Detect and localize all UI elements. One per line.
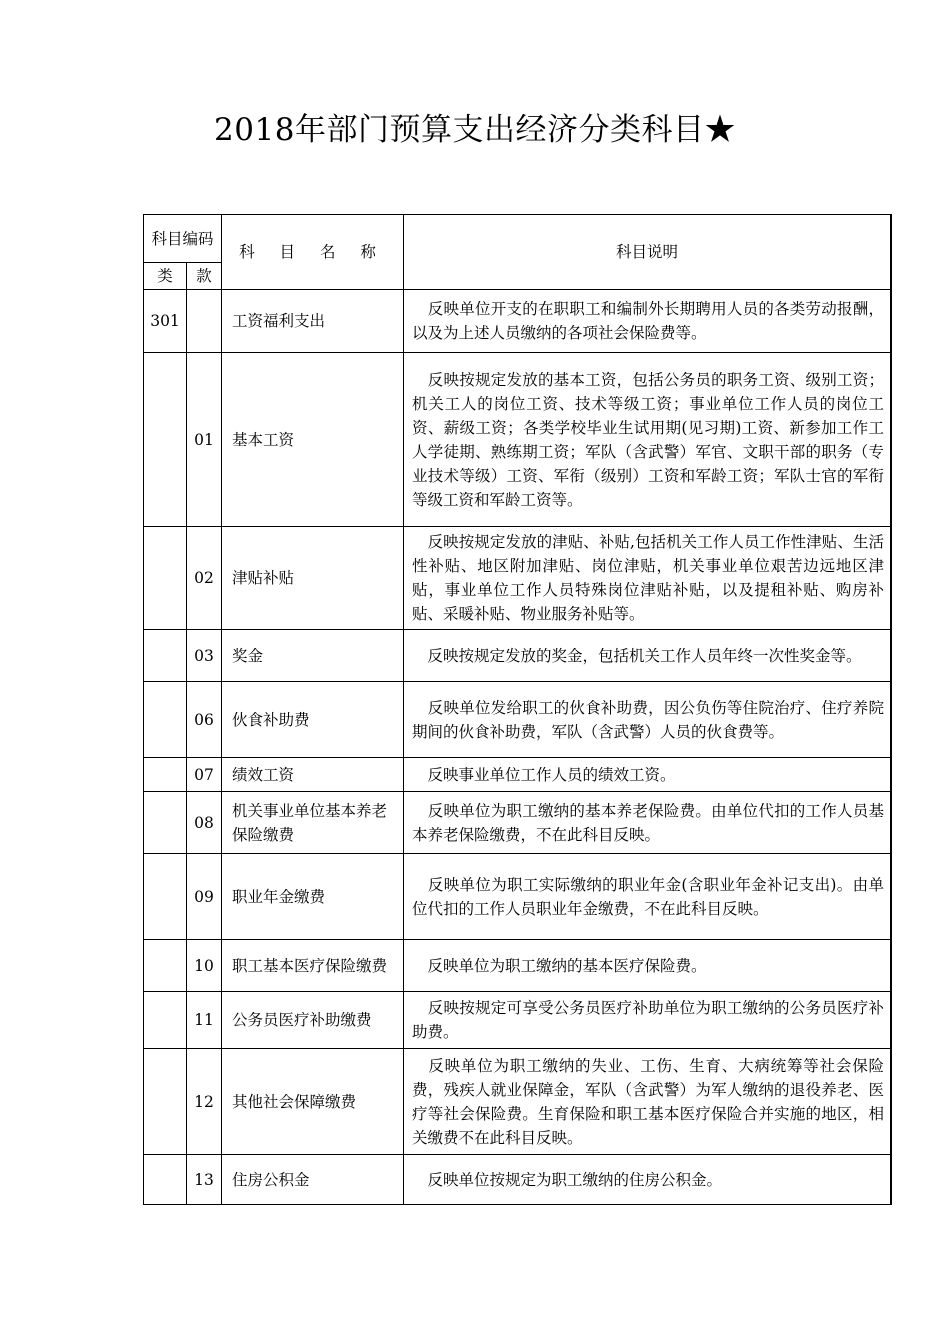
class-code: [144, 758, 187, 792]
subject-description: 反映按规定发放的基本工资，包括公务员的职务工资、级别工资；机关工人的岗位工资、技术等级工资；事业单位工作人员的岗位工资、薪级工资；各类学校毕业生试用期(见习期)工资、新参加工作工人学徒期、熟练期工资；军队（含武警）军官、文职干部的职务（专业技术等级）工资、军衔（级别）工资和军龄工资；军队士官的军衔等级工资和军龄工资等。: [404, 353, 891, 527]
item-code: 06: [187, 682, 222, 758]
subject-description: 反映单位为职工缴纳的失业、工伤、生育、大病统筹等社会保险费，残疾人就业保障金，军队（含武警）为军人缴纳的退役养老、医疗等社会保险费。生育保险和职工基本医疗保险合并实施的地区，相关缴费不在此科目反映。: [404, 1049, 891, 1155]
class-code: [144, 682, 187, 758]
subject-description: 反映按规定可享受公务员医疗补助单位为职工缴纳的公务员医疗补助费。: [404, 992, 891, 1049]
header-code: 科目编码: [144, 215, 222, 263]
item-code: 02: [187, 527, 222, 630]
table-row: [144, 682, 891, 758]
table-row: [144, 758, 891, 792]
item-code: 08: [187, 792, 222, 854]
header-description: 科目说明: [404, 215, 891, 290]
item-code: 09: [187, 854, 222, 940]
subject-name: 津贴补贴: [222, 527, 404, 630]
table-row: [144, 630, 891, 682]
table-row: [144, 1049, 891, 1155]
table-row: [144, 290, 891, 353]
class-code: [144, 630, 187, 682]
item-code: 07: [187, 758, 222, 792]
subject-description: 反映单位开支的在职职工和编制外长期聘用人员的各类劳动报酬，以及为上述人员缴纳的各项社会保险费等。: [404, 290, 891, 353]
subject-name: 奖金: [222, 630, 404, 682]
class-code: [144, 353, 187, 527]
subject-name: 公务员医疗补助缴费: [222, 992, 404, 1049]
item-code: [187, 290, 222, 353]
subject-name: 基本工资: [222, 353, 404, 527]
subject-description: 反映按规定发放的奖金，包括机关工作人员年终一次性奖金等。: [404, 630, 891, 682]
class-code: [144, 792, 187, 854]
table-row: [144, 940, 891, 992]
table-row: [144, 792, 891, 854]
class-code: [144, 940, 187, 992]
subject-name: 绩效工资: [222, 758, 404, 792]
table-row: [144, 1155, 891, 1205]
item-code: 01: [187, 353, 222, 527]
header-item: 款: [187, 263, 222, 290]
table-row: [144, 527, 891, 630]
subject-name: 其他社会保障缴费: [222, 1049, 404, 1155]
item-code: 12: [187, 1049, 222, 1155]
subject-name: 职业年金缴费: [222, 854, 404, 940]
class-code: 301: [144, 290, 187, 353]
subject-name: 住房公积金: [222, 1155, 404, 1205]
item-code: 11: [187, 992, 222, 1049]
table-right-border: [890, 214, 892, 1205]
table-row: [144, 992, 891, 1049]
class-code: [144, 854, 187, 940]
class-code: [144, 527, 187, 630]
subject-name: 伙食补助费: [222, 682, 404, 758]
subject-description: 反映单位为职工缴纳的基本医疗保险费。: [404, 940, 891, 992]
subject-description: 反映单位发给职工的伙食补助费，因公负伤等住院治疗、住疗养院期间的伙食补助费，军队（含武警）人员的伙食费等。: [404, 682, 891, 758]
table-row: [144, 353, 891, 527]
header-name: 科 目 名 称: [222, 215, 404, 290]
class-code: [144, 992, 187, 1049]
subject-name: 机关事业单位基本养老保险缴费: [222, 792, 404, 854]
item-code: 13: [187, 1155, 222, 1205]
subject-name: 工资福利支出: [222, 290, 404, 353]
subject-description: 反映单位为职工缴纳的基本养老保险费。由单位代扣的工作人员基本养老保险缴费，不在此科目反映。: [404, 792, 891, 854]
item-code: 03: [187, 630, 222, 682]
page-title: 2018年部门预算支出经济分类科目★: [214, 112, 736, 148]
subject-name: 职工基本医疗保险缴费: [222, 940, 404, 992]
budget-table: [143, 214, 891, 1205]
class-code: [144, 1155, 187, 1205]
class-code: [144, 1049, 187, 1155]
subject-description: 反映单位为职工实际缴纳的职业年金(含职业年金补记支出)。由单位代扣的工作人员职业年金缴费，不在此科目反映。: [404, 854, 891, 940]
subject-description: 反映按规定发放的津贴、补贴,包括机关工作人员工作性津贴、生活性补贴、地区附加津贴、岗位津贴，机关事业单位艰苦边远地区津贴，事业单位工作人员特殊岗位津贴补贴，以及提租补贴、购房补贴、采暖补贴、物业服务补贴等。: [404, 527, 891, 630]
header-class: 类: [144, 263, 187, 290]
subject-description: 反映事业单位工作人员的绩效工资。: [404, 758, 891, 792]
subject-description: 反映单位按规定为职工缴纳的住房公积金。: [404, 1155, 891, 1205]
item-code: 10: [187, 940, 222, 992]
table-row: [144, 854, 891, 940]
